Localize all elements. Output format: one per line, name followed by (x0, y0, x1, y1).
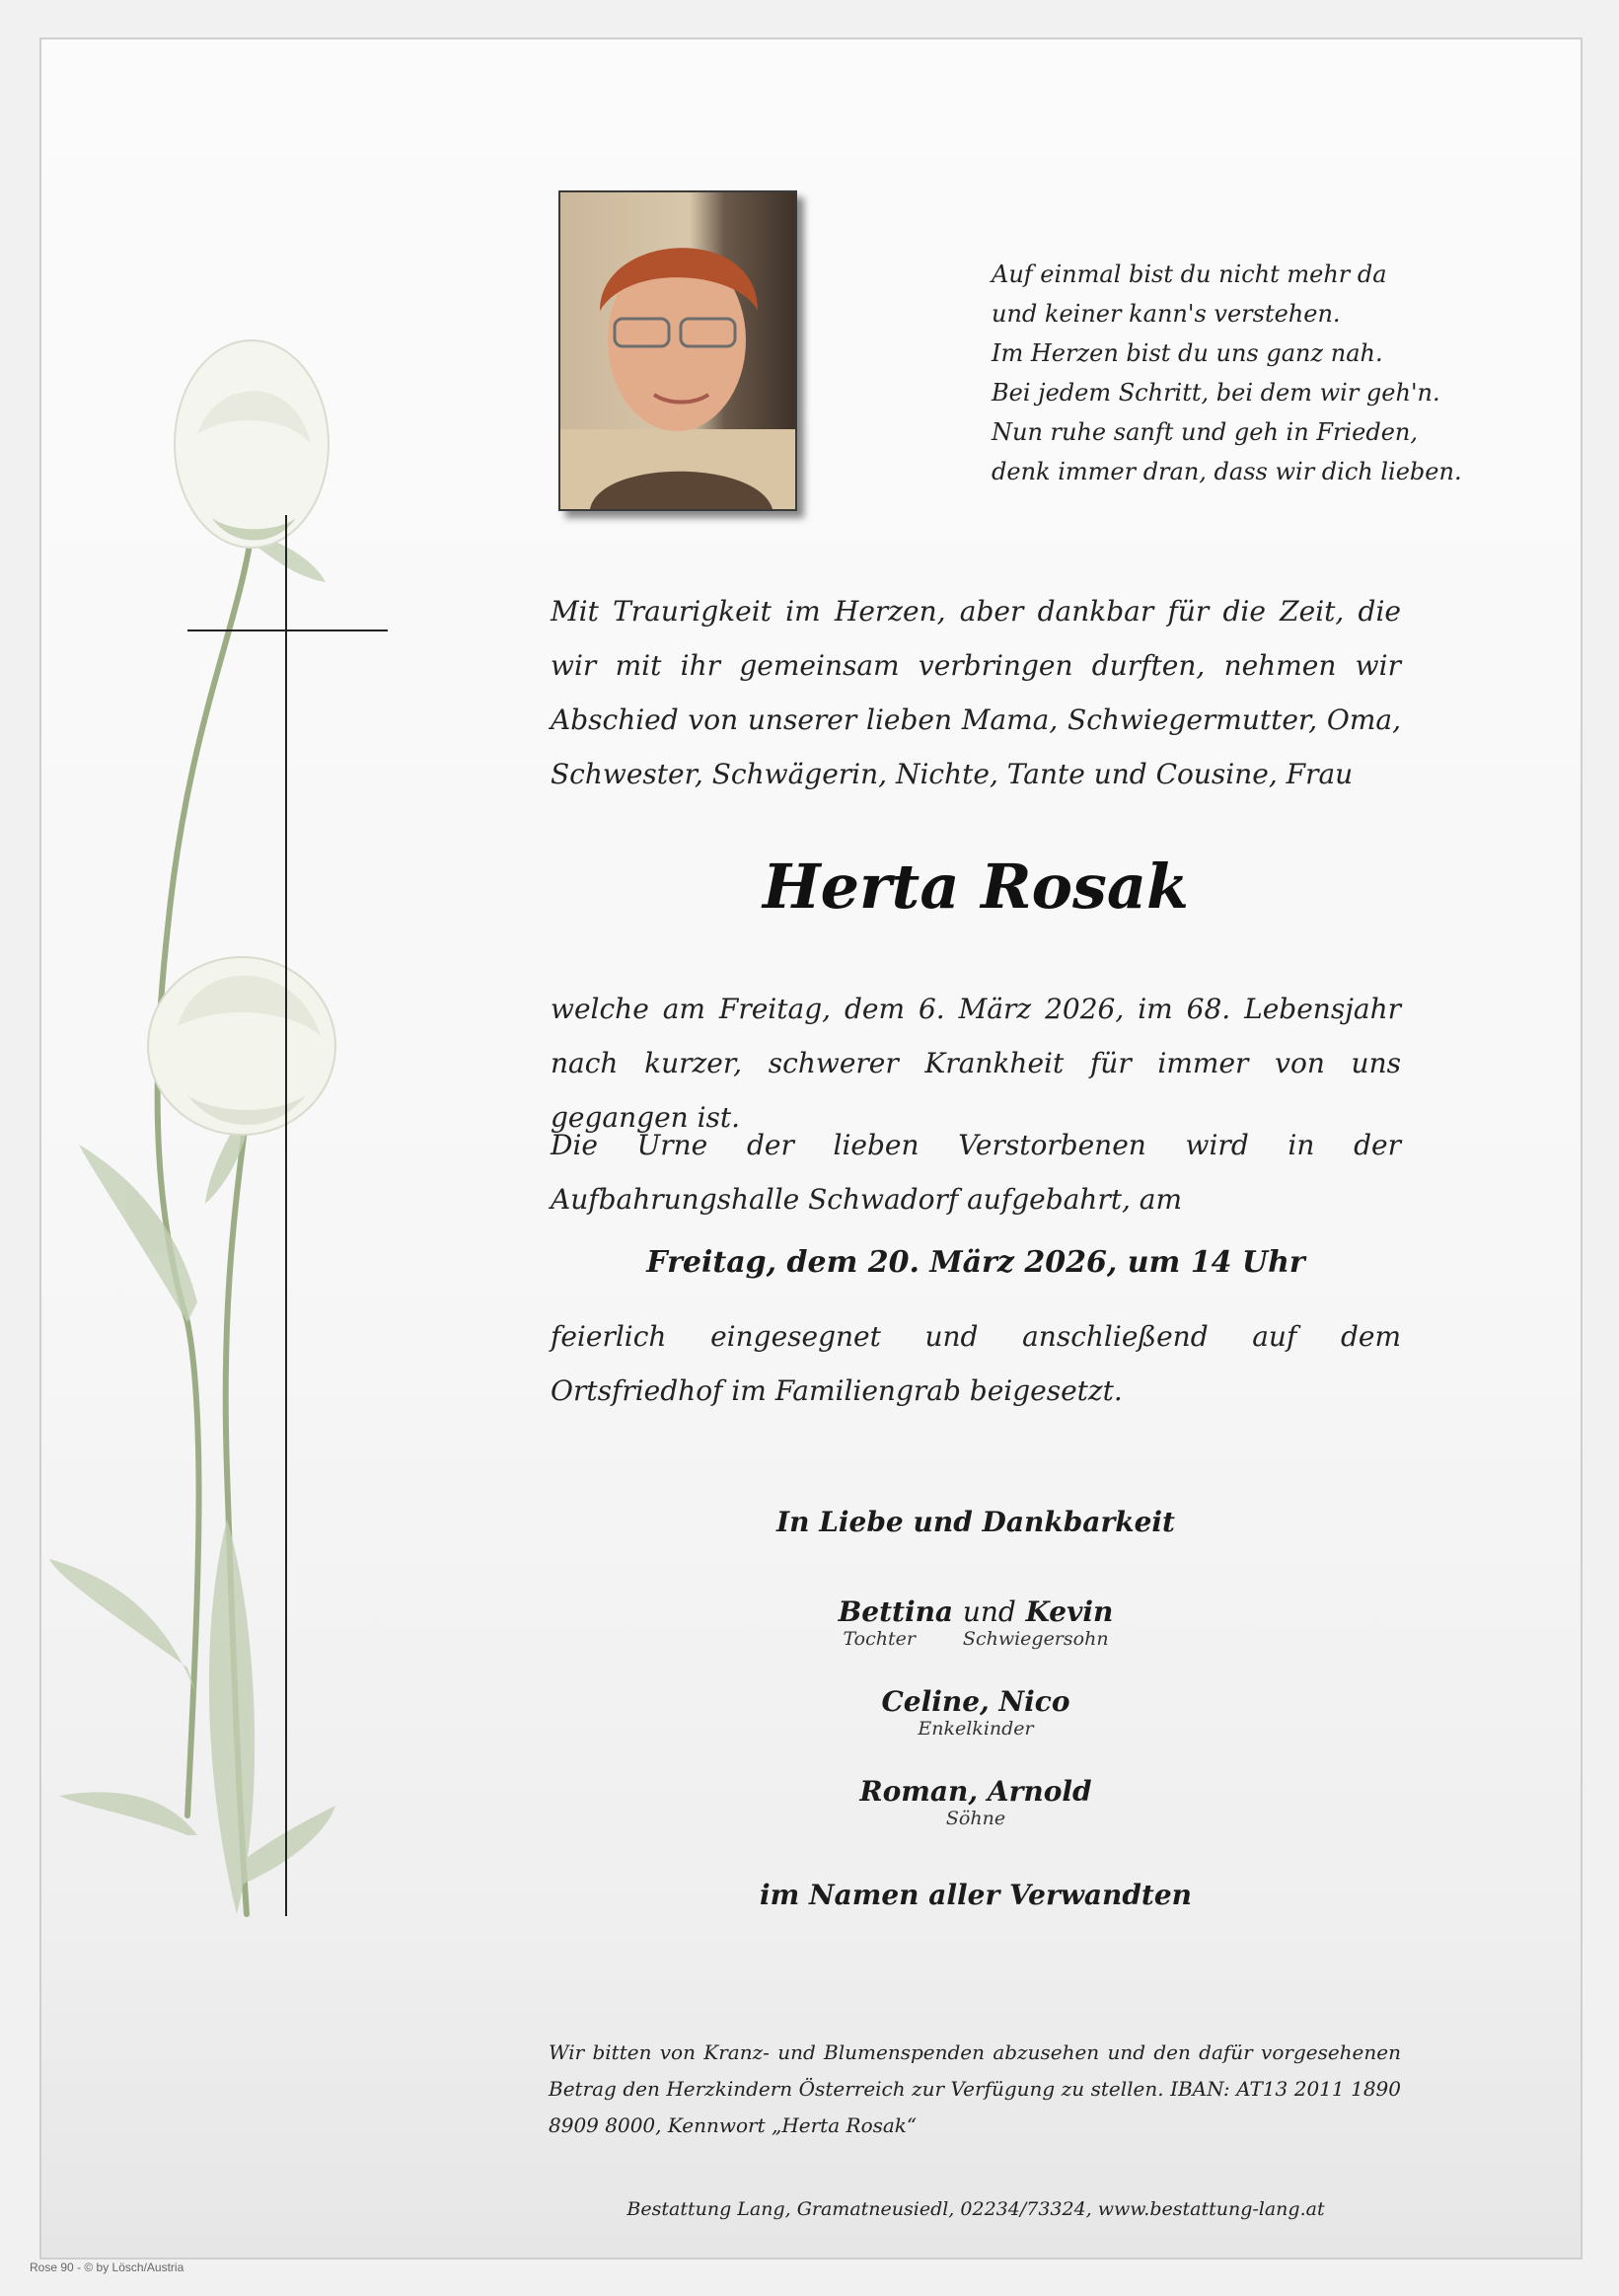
portrait-photo (558, 190, 797, 511)
mourner-connector: und (962, 1595, 1016, 1628)
poem-line: Bei jedem Schritt, bei dem wir geh'n. (992, 379, 1440, 407)
funeral-home-footer: Bestattung Lang, Gramatneusiedl, 02234/73324, www.bestattung-lang.at (626, 2198, 1325, 2220)
poem-line: denk immer dran, dass wir dich lieben. (992, 458, 1462, 485)
mourner-names: Celine, Nico (881, 1685, 1070, 1718)
mourner-relation: Söhne (945, 1808, 1006, 1829)
mourner-relation: Tochter (843, 1628, 916, 1650)
mourner-names: Roman, Arnold (859, 1775, 1092, 1808)
thanks-line: In Liebe und Dankbarkeit (776, 1506, 1175, 1538)
mourner-relation: Schwiegersohn (962, 1628, 1109, 1650)
intro-paragraph: Mit Traurigkeit im Herzen, aber dankbar für die Zeit, die wir mit ihr gemeinsam verbringen durften, nehmen wir Abschied von unserer lieben Mama, Schwiegermutter, Oma, Schwester, Schwägerin, Nichte, Tante und Cousine, Frau (551, 595, 1401, 790)
ceremony-date: Freitag, dem 20. März 2026, um 14 Uhr (646, 1245, 1305, 1280)
urn-notice-paragraph: Die Urne der lieben Verstorbenen wird in der Aufbahrungshalle Schwadorf aufgebahrt, am (551, 1129, 1401, 1216)
poem-line: Nun ruhe sanft und geh in Frieden, (992, 418, 1418, 446)
burial-notice-paragraph: feierlich eingesegnet und anschließend auf dem Ortsfriedhof im Familiengrab beigesetzt. (551, 1320, 1401, 1407)
mourner-relation: Enkelkinder (918, 1718, 1034, 1740)
white-rose-illustration (39, 335, 493, 2072)
cross-vertical-bar (285, 515, 287, 1916)
deceased-name: Herta Rosak (762, 851, 1189, 923)
poem-line: und keiner kann's verstehen. (992, 300, 1341, 328)
poem-line: Auf einmal bist du nicht mehr da (992, 260, 1387, 288)
poem-line: Im Herzen bist du uns ganz nah. (992, 339, 1383, 367)
mourner-group-children (551, 1595, 1401, 1650)
death-notice-paragraph: welche am Freitag, dem 6. März 2026, im 68. Lebensjahr nach kurzer, schwerer Krankheit für immer von uns gegangen ist. (551, 993, 1401, 1134)
mourner-group-grandchildren (551, 1685, 1401, 1740)
mourner-name: Bettina (838, 1595, 954, 1628)
cross-horizontal-bar (187, 630, 388, 631)
memorial-poem (992, 255, 1462, 491)
mourner-group-sons (551, 1775, 1401, 1829)
closing-line: im Namen aller Verwandten (759, 1879, 1193, 1911)
template-imprint: Rose 90 - © by Lösch/Austria (30, 2260, 184, 2274)
donation-note: Wir bitten von Kranz- und Blumenspenden abzusehen und den dafür vorgesehenen Betrag den Herzkindern Österreich zur Verfügung zu stellen. IBAN: AT13 2011 1890 8909 8000, Kennwort „Herta Rosak“ (549, 2040, 1401, 2137)
mourner-name: Kevin (1025, 1595, 1114, 1628)
